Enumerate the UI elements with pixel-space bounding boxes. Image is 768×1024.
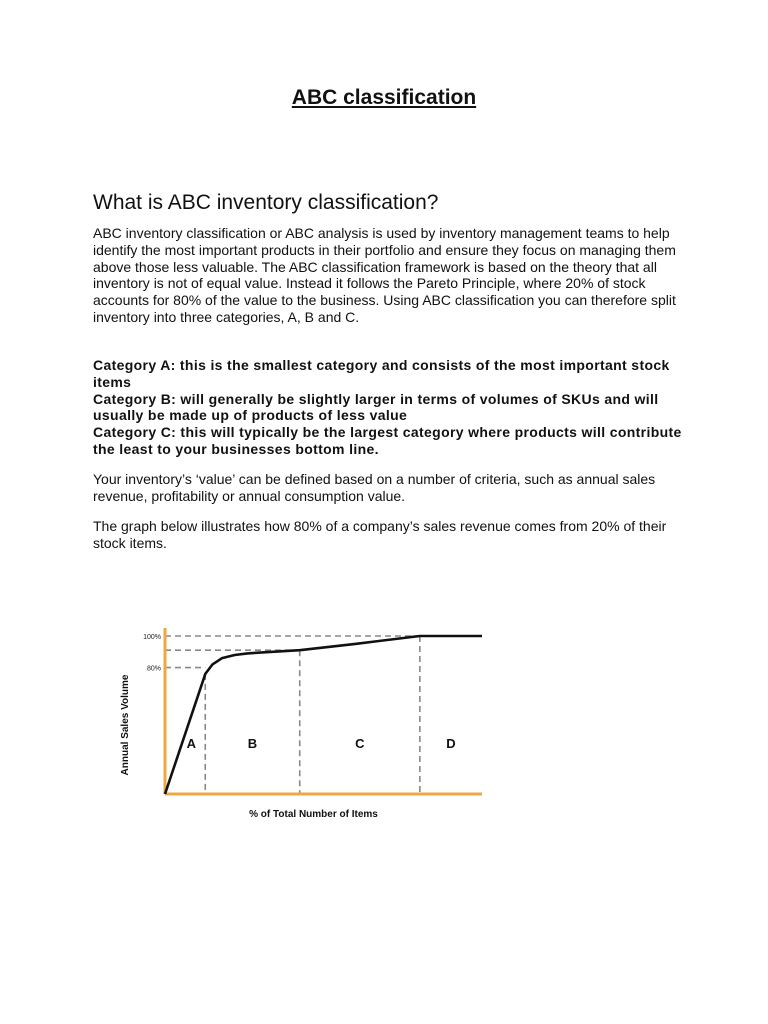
category-c-text: Category C: this will typically be the largest category where products will contribute the least to your businesses bottom line. — [93, 424, 682, 457]
y-axis-label: Annual Sales Volume — [120, 674, 131, 776]
y-tick-label: 80% — [146, 665, 161, 673]
region-label-b: B — [247, 736, 258, 751]
abc-chart — [110, 618, 500, 828]
region-label-c: C — [355, 736, 365, 751]
region-label-d: D — [446, 736, 456, 751]
value-paragraph: Your inventory’s ‘value’ can be defined based on a number of criteria, such as annual sales revenue, profitability or annual consumption value. — [93, 471, 656, 504]
cumulative-curve — [165, 636, 482, 794]
category-b-text: Category B: will generally be slightly larger in terms of volumes of SKUs and will usually be made up of products of less value — [93, 390, 659, 424]
x-axis-label: % of Total Number of Items — [249, 809, 378, 820]
region-label-a: A — [186, 736, 196, 751]
document-title: ABC classification — [291, 86, 477, 109]
section-heading: What is ABC inventory classification? — [93, 191, 439, 214]
category-list — [93, 357, 693, 458]
abc-chart-svg — [110, 618, 500, 828]
category-a-text: Category A: this is the smallest category and consists of the most important stock items — [93, 357, 670, 390]
graph-intro-paragraph: The graph below illustrates how 80% of a company’s sales revenue comes from 20% of their stock items. — [93, 518, 667, 551]
intro-paragraph: ABC inventory classification or ABC analysis is used by inventory management teams to help identify the most important products in their portfolio and ensure they focus on managing them above those less valuable. The ABC classification framework is based on the theory that all inventory is not of equal value. Instead it follows the Pareto Principle, where 20% of stock accounts for 80% of the value to the business. Using ABC classification you can therefore split inventory into three categories, A, B and C. — [93, 225, 676, 325]
y-tick-label: 100% — [143, 634, 161, 641]
